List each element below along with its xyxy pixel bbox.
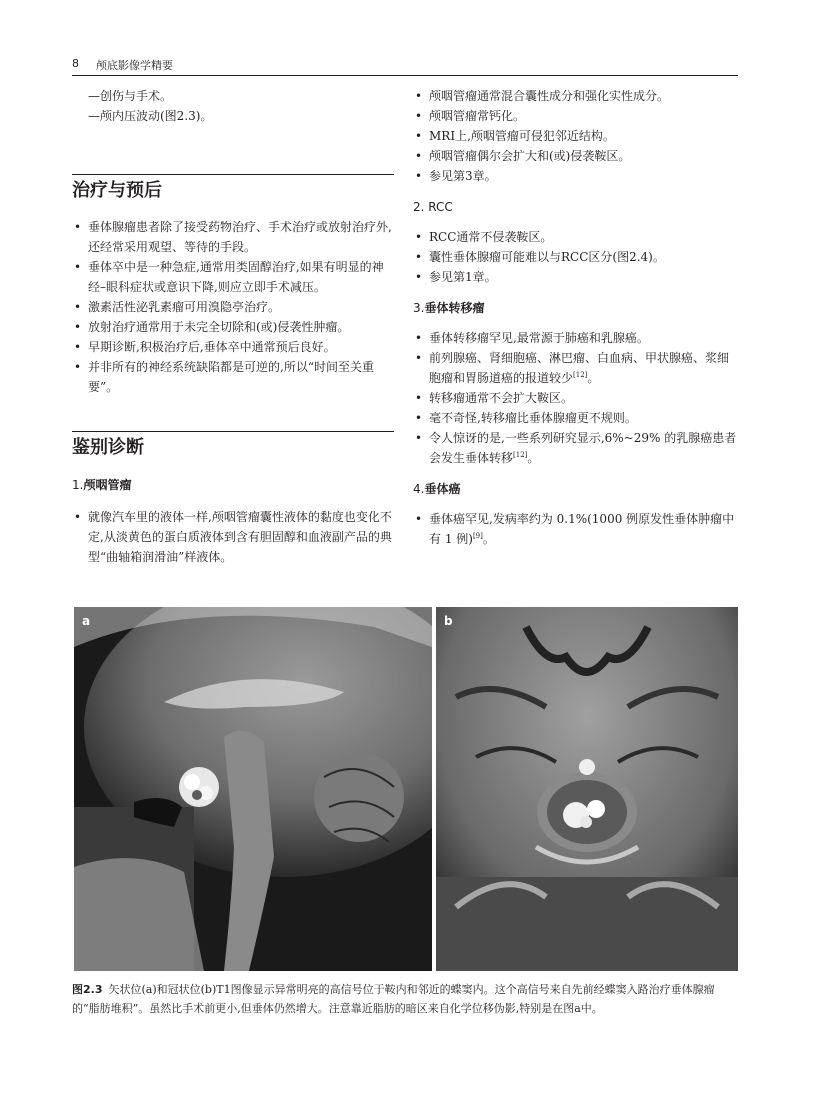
header-rule bbox=[72, 75, 738, 76]
list-item: • MRI上,颅咽管瘤可侵犯邻近结构。 bbox=[413, 126, 739, 146]
subsection-number: 4. bbox=[413, 482, 425, 496]
craniopharyngioma-list bbox=[72, 507, 394, 567]
panel-label-b: b bbox=[444, 614, 453, 628]
mri-coronal-image bbox=[436, 607, 738, 971]
list-item: • 颅咽管瘤偶尔会扩大和(或)侵袭鞍区。 bbox=[413, 146, 739, 166]
mri-sagittal-drawing bbox=[74, 607, 432, 971]
list-item: • 垂体转移瘤罕见,最常源于肺癌和乳腺癌。 bbox=[413, 328, 739, 348]
list-item: • 就像汽车里的液体一样,颅咽管瘤囊性液体的黏度也变化不定,从淡黄色的蛋白质液体到含有胆固醇和血液副产品的典型“曲轴箱润滑油”样液体。 bbox=[72, 507, 394, 567]
item-tail: 。 bbox=[587, 371, 600, 385]
carcinoma-list bbox=[413, 509, 739, 549]
subsection-name: 垂体转移瘤 bbox=[424, 301, 485, 315]
list-item: • 垂体卒中是一种急症,通常用类固醇治疗,如果有明显的神经–眼科症状或意识下降,则应立即手术减压。 bbox=[72, 257, 394, 297]
metastasis-list bbox=[413, 328, 739, 468]
item-text: 垂体癌罕见,发病率约为 0.1%(1000 例原发性垂体肿瘤中有 1 例) bbox=[429, 512, 735, 546]
figure-2-3 bbox=[74, 607, 738, 971]
caption-text: 矢状位(a)和冠状位(b)T1图像显示异常明亮的高信号位于鞍内和邻近的蝶窦内。这个高信号来自先前经蝶窦入路治疗垂体腺瘤的“脂肪堆积”。虽然比手术前更小,但垂体仍然增大。注意靠近脂肪的暗区来自化学位移伪影,特别是在图a中。 bbox=[72, 983, 715, 1015]
right-column bbox=[413, 86, 739, 549]
item-text: 前列腺癌、肾细胞癌、淋巴瘤、白血病、甲状腺癌、浆细胞瘤和胃肠道癌的报道较少 bbox=[429, 351, 730, 385]
list-item: • 早期诊断,积极治疗后,垂体卒中通常预后良好。 bbox=[72, 337, 394, 357]
list-item bbox=[413, 348, 739, 388]
subsection-name: 垂体癌 bbox=[424, 482, 461, 496]
subsection-number: 3. bbox=[413, 301, 425, 315]
intro-list bbox=[72, 86, 394, 126]
figure-number: 图2.3 bbox=[72, 983, 103, 996]
figure-caption bbox=[72, 980, 738, 1018]
section-rule bbox=[72, 174, 394, 175]
citation: [9] bbox=[472, 532, 483, 540]
panel-label-a: a bbox=[82, 614, 91, 628]
subsection-name: 颅咽管瘤 bbox=[83, 478, 132, 492]
list-item: • 囊性垂体腺瘤可能难以与RCC区分(图2.4)。 bbox=[413, 247, 739, 267]
list-item: • 激素活性泌乳素瘤可用溴隐亭治疗。 bbox=[72, 297, 394, 317]
list-item: • RCC通常不侵袭鞍区。 bbox=[413, 227, 739, 247]
book-title: 颅底影像学精要 bbox=[96, 59, 173, 72]
item-tail: 。 bbox=[527, 451, 540, 465]
section-title-treatment: 治疗与预后 bbox=[72, 180, 162, 201]
subsection-number: 1. bbox=[72, 478, 84, 492]
list-item: • 放射治疗通常用于未完全切除和(或)侵袭性肿瘤。 bbox=[72, 317, 394, 337]
list-item: —颅内压波动(图2.3)。 bbox=[88, 109, 213, 123]
list-item: • 颅咽管瘤常钙化。 bbox=[413, 106, 739, 126]
mri-coronal-drawing bbox=[436, 607, 738, 971]
citation: [12] bbox=[573, 371, 588, 379]
citation: [12] bbox=[513, 451, 528, 459]
section-title-differential: 鉴别诊断 bbox=[72, 437, 144, 458]
section-rule bbox=[72, 431, 394, 432]
left-column bbox=[72, 86, 394, 567]
mri-sagittal-image bbox=[74, 607, 432, 971]
cranio-list bbox=[413, 86, 739, 186]
item-text: 令人惊讶的是,一些系列研究显示,6%~29% 的乳腺癌患者会发生垂体转移 bbox=[429, 431, 737, 465]
page-number: 8 bbox=[72, 57, 79, 70]
treatment-list bbox=[72, 217, 394, 397]
list-item bbox=[413, 509, 739, 549]
list-item bbox=[413, 428, 739, 468]
item-tail: 。 bbox=[482, 532, 495, 546]
list-item: • 毫不奇怪,转移瘤比垂体腺瘤更不规则。 bbox=[413, 408, 739, 428]
list-item: —创伤与手术。 bbox=[88, 89, 173, 103]
list-item: • 转移瘤通常不会扩大鞍区。 bbox=[413, 388, 739, 408]
subsection-heading bbox=[72, 475, 394, 495]
rcc-list bbox=[413, 227, 739, 287]
list-item: • 参见第1章。 bbox=[413, 267, 739, 287]
list-item: • 参见第3章。 bbox=[413, 166, 739, 186]
subsection-heading-carcinoma bbox=[413, 479, 739, 499]
subsection-heading-rcc: 2. RCC bbox=[413, 200, 453, 214]
subsection-heading-metastasis bbox=[413, 298, 739, 318]
list-item: • 并非所有的神经系统缺陷都是可逆的,所以“时间至关重要”。 bbox=[72, 357, 394, 397]
list-item: • 垂体腺瘤患者除了接受药物治疗、手术治疗或放射治疗外,还经常采用观望、等待的手段。 bbox=[72, 217, 394, 257]
list-item: • 颅咽管瘤通常混合囊性成分和强化实性成分。 bbox=[413, 86, 739, 106]
